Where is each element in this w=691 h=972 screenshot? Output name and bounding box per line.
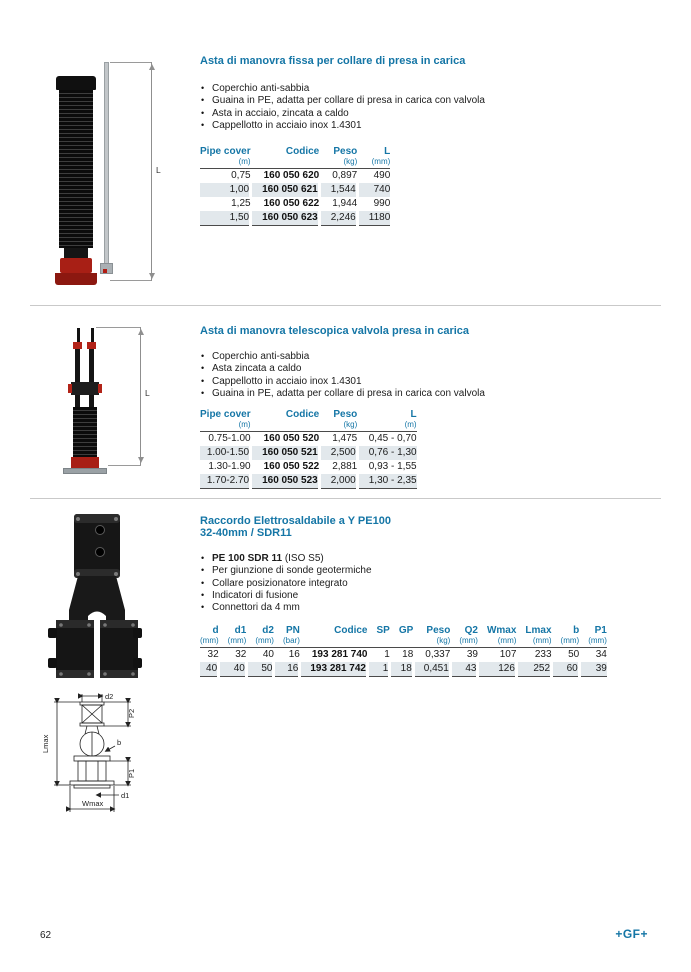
unit-label: (mm) (516, 636, 551, 648)
list-item: • PE 100 SDR 11 (ISO S5) (201, 553, 324, 564)
cell-codice: 160 050 620 (263, 170, 320, 182)
cell: 34 (595, 649, 607, 661)
cell: 1,544 (319, 183, 357, 197)
cell-codice: 160 050 622 (263, 198, 320, 210)
cell: 16 (288, 649, 300, 661)
unit-label: (mm) (450, 636, 478, 648)
cell: 490 (373, 170, 391, 182)
product-image-raccordo-y (44, 512, 146, 688)
units-row (200, 636, 607, 648)
cell: 0,897 (332, 170, 358, 182)
column-header: Pipe cover (200, 408, 251, 420)
column-header: d1 (234, 624, 247, 636)
column-header: Codice (285, 145, 320, 157)
cell-codice: 193 281 740 (311, 649, 368, 661)
unit-label: (m) (357, 420, 416, 432)
cell: 0,76 - 1,30 (357, 446, 416, 460)
cell: 50 (246, 662, 274, 677)
spec-table-raccordo-y (200, 623, 607, 677)
list-item: • Coperchio anti-sabbia (201, 351, 310, 362)
unit-label: (mm) (357, 157, 390, 169)
section-title: Asta di manovra telescopica valvola presa in carica (200, 325, 470, 337)
unit-label: (bar) (274, 636, 300, 648)
column-header: Peso (333, 408, 358, 420)
cell: 0,45 - 0,70 (368, 433, 417, 445)
cell: 0,451 (413, 662, 450, 677)
section-divider (30, 305, 661, 306)
dim-label-wmax: Wmax (82, 799, 104, 808)
cell: 1180 (357, 211, 390, 226)
cell-codice: 160 050 521 (251, 446, 320, 460)
product-image-asta-telescopica (0, 322, 200, 487)
list-item: • Asta in acciaio, zincata a caldo (201, 107, 349, 119)
dimension-line (151, 62, 152, 281)
cell: 1,30 - 2,35 (357, 474, 416, 489)
cell-codice: 160 050 522 (263, 461, 320, 473)
table-row (200, 662, 607, 677)
section-title: Raccordo Elettrosaldabile a Y PE100 32-40mm / SDR11 (200, 515, 391, 539)
cell: 740 (357, 183, 390, 197)
unit-label: (mm) (200, 636, 219, 648)
red-cap (73, 342, 82, 349)
section-asta-telescopica (0, 322, 691, 492)
cell: 2,881 (332, 461, 358, 473)
cell: 16 (274, 662, 300, 677)
column-cap (56, 76, 96, 90)
unit-label (251, 420, 320, 432)
column-header: PN (285, 624, 300, 636)
list-item: • Cappellotto in acciaio inox 1.4301 (201, 375, 362, 387)
cell: 40 (219, 662, 247, 677)
list-item: • Connettori da 4 mm (201, 602, 300, 614)
column-header: Pipe cover (200, 145, 251, 157)
column-header: SP (376, 624, 390, 636)
table-row (200, 197, 390, 211)
list-item: • Per giunzione di sonde geotermiche (201, 565, 372, 577)
unit-label: (mm) (246, 636, 274, 648)
unit-label (367, 636, 389, 648)
unit-label: (mm) (579, 636, 607, 648)
table-row (200, 431, 417, 446)
cell-codice: 160 050 621 (251, 183, 320, 197)
cell: 1,25 (231, 198, 251, 210)
dim-label-p1: P1 (127, 768, 136, 778)
unit-label (300, 636, 368, 648)
units-row (200, 420, 417, 432)
cell: 107 (499, 649, 517, 661)
cell: 43 (450, 662, 478, 677)
cell: 990 (373, 198, 391, 210)
page-number: 62 (40, 930, 52, 941)
header-row (200, 144, 390, 157)
dim-label-p2: P2 (127, 708, 136, 718)
list-item: • Guaina in PE, adatta per collare di presa in carica con valvola (201, 95, 485, 107)
feature-list (200, 351, 665, 400)
cell: 60 (552, 662, 580, 677)
dimension-line (140, 327, 141, 465)
column-header: Peso (426, 624, 451, 636)
cell: 1.70-2.70 (200, 474, 251, 489)
steel-rod (104, 62, 109, 268)
red-base (71, 457, 99, 468)
cell: 2,246 (319, 211, 357, 226)
unit-label: (m) (200, 157, 251, 169)
list-item: • Guaina in PE, adatta per collare di presa in carica con valvola (201, 387, 485, 399)
section-asta-fissa (0, 50, 691, 305)
table-row (200, 446, 417, 460)
table-row (200, 474, 417, 489)
list-item: • Coperchio anti-sabbia (201, 83, 310, 94)
red-cap (87, 342, 96, 349)
cell: 0,93 - 1,55 (368, 461, 417, 473)
cell: 126 (478, 662, 516, 677)
section-divider (30, 498, 661, 499)
cell: 1,50 (200, 211, 251, 226)
column-header: Codice (285, 408, 320, 420)
unit-label: (kg) (413, 636, 450, 648)
unit-label: (kg) (319, 157, 357, 169)
gf-logo: +GF+ (615, 927, 648, 941)
product-image-asta-fissa (0, 50, 200, 300)
cell: 50 (568, 649, 580, 661)
cell: 0.75-1.00 (208, 433, 251, 445)
cell: 233 (534, 649, 552, 661)
cell: 2,500 (319, 446, 357, 460)
cell: 252 (516, 662, 551, 677)
ribbed-column (59, 90, 93, 248)
table-row (200, 168, 390, 183)
column-header: GP (398, 624, 414, 636)
feature-list (200, 553, 665, 614)
spec-table-asta-fissa (200, 144, 390, 226)
dim-label-lmax: Lmax (41, 734, 50, 753)
column-header: Q2 (464, 624, 478, 636)
cell-codice: 160 050 623 (251, 211, 320, 226)
unit-label (390, 636, 413, 648)
cell: 18 (402, 649, 414, 661)
dim-label-d2: d2 (105, 692, 114, 701)
unit-label: (kg) (319, 420, 357, 432)
column-header: L (384, 145, 391, 157)
dim-label-b: b (117, 738, 122, 747)
list-item: • Cappellotto in acciaio inox 1.4301 (201, 119, 362, 131)
column-header: b (573, 624, 580, 636)
column-header: d (212, 624, 219, 636)
list-item: • Indicatori di fusione (201, 589, 299, 601)
header-row (200, 623, 607, 636)
unit-label: (mm) (478, 636, 516, 648)
cell-codice: 193 281 742 (300, 662, 368, 677)
cell-codice: 160 050 523 (251, 474, 320, 489)
cell: 1,944 (332, 198, 358, 210)
cell: 1,475 (332, 433, 358, 445)
table-row (200, 647, 607, 662)
cell: 39 (579, 662, 607, 677)
section-raccordo-y (0, 510, 691, 830)
cell: 1 (384, 649, 390, 661)
cell: 1.30-1.90 (208, 461, 251, 473)
column-header: d2 (262, 624, 274, 636)
cell: 32 (235, 649, 247, 661)
cell: 40 (200, 662, 219, 677)
cell: 18 (390, 662, 413, 677)
spec-table-asta-telescopica (200, 407, 417, 489)
table-row (200, 211, 390, 226)
column-header: Lmax (525, 624, 552, 636)
dimension-label-L: L (156, 165, 161, 175)
feature-list (200, 83, 665, 132)
column-header: Codice (334, 624, 368, 636)
column-header: Wmax (486, 624, 517, 636)
column-header: L (410, 408, 417, 420)
cell: 0,337 (425, 649, 451, 661)
dimension-label-L: L (145, 388, 150, 398)
list-item: • Collare posizionatore integrato (201, 577, 348, 589)
table-row (200, 460, 417, 474)
cell: 0,75 (231, 170, 251, 182)
unit-label: (mm) (552, 636, 580, 648)
cell: 32 (207, 649, 219, 661)
cell: 1,00 (200, 183, 251, 197)
cell: 39 (466, 649, 478, 661)
cell: 1 (367, 662, 389, 677)
list-item: • Asta zincata a caldo (201, 363, 302, 375)
dim-label-d1: d1 (121, 791, 130, 800)
unit-label: (m) (200, 420, 251, 432)
cell: 1.00-1.50 (200, 446, 251, 460)
column-header: Peso (333, 145, 358, 157)
cell: 40 (262, 649, 274, 661)
units-row (200, 157, 390, 169)
section-title: Asta di manovra fissa per collare di presa in carica (200, 55, 466, 67)
column-header: P1 (594, 624, 607, 636)
technical-drawing-raccordo-y (35, 690, 155, 818)
cell: 2,000 (319, 474, 357, 489)
cell-codice: 160 050 520 (263, 433, 320, 445)
unit-label (251, 157, 320, 169)
red-base (60, 258, 92, 273)
ribbed-sleeve (73, 407, 97, 457)
header-row (200, 407, 417, 420)
table-row (200, 183, 390, 197)
unit-label: (mm) (219, 636, 247, 648)
